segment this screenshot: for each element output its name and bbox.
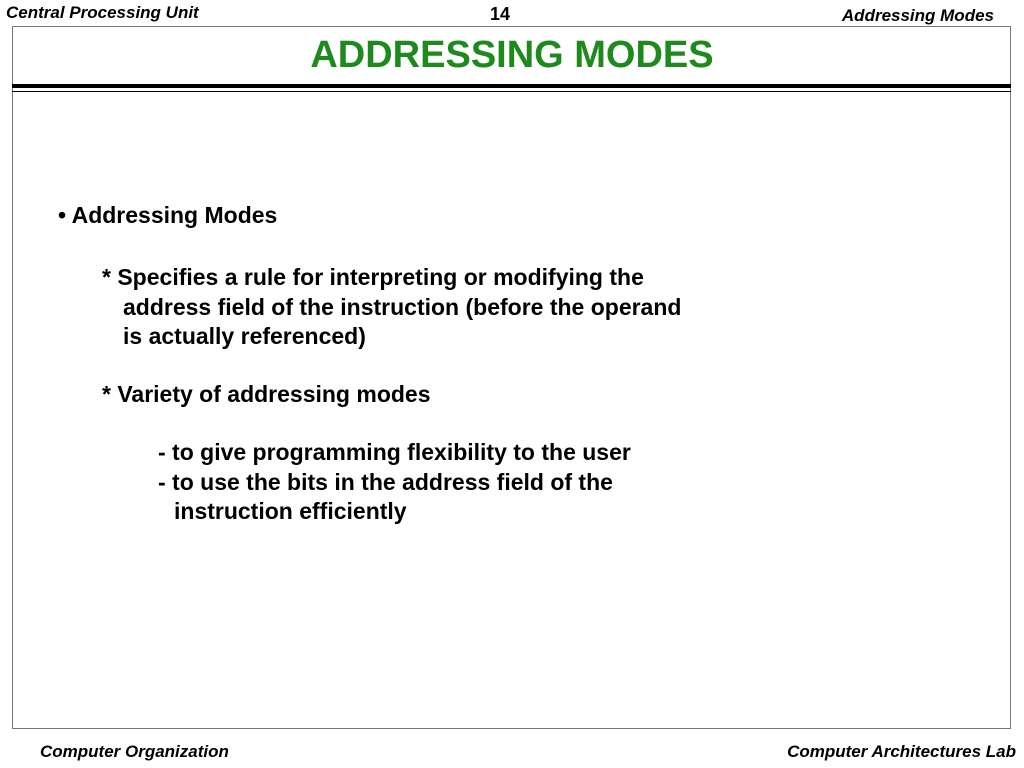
point-2-line-1: * Variety of addressing modes <box>102 381 431 407</box>
header-left-label: Central Processing Unit <box>6 3 199 22</box>
footer-right-label: Computer Architectures Lab <box>787 742 1016 761</box>
point-1-line-1: * Specifies a rule for interpreting or modifying the <box>102 264 644 290</box>
point-1-line-3: is actually referenced) <box>123 323 366 349</box>
header-right-label: Addressing Modes <box>841 6 994 25</box>
footer-left-label: Computer Organization <box>40 742 229 761</box>
subpoint-2-line-2: instruction efficiently <box>174 498 407 524</box>
point-1-line-2: address field of the instruction (before the operand <box>123 294 682 320</box>
slide-title: ADDRESSING MODES <box>310 34 714 76</box>
page-number: 14 <box>490 4 511 24</box>
bullet-heading: • Addressing Modes <box>58 202 278 228</box>
title-divider-thick <box>12 84 1011 88</box>
subpoint-2-line-1: - to use the bits in the address field of the <box>158 469 613 495</box>
slide-frame <box>12 26 1011 729</box>
title-divider-thin <box>12 91 1011 92</box>
subpoint-1-line-1: - to give programming flexibility to the user <box>158 439 631 465</box>
